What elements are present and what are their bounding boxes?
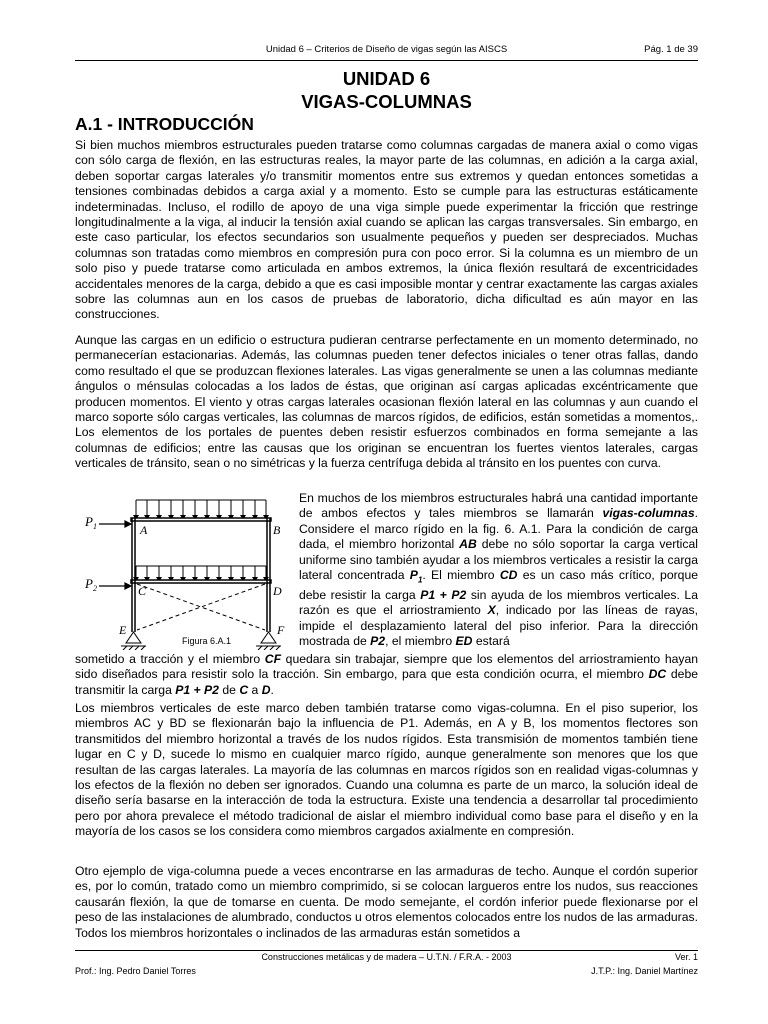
p4-term-CF: CF — [264, 652, 282, 666]
p3-term-ED: ED — [455, 634, 473, 649]
header-rule — [75, 60, 698, 61]
unit-title: UNIDAD 6 — [342, 68, 431, 89]
figure-frame — [81, 490, 295, 650]
label-P2: $P_2$ — [85, 576, 97, 593]
p3-term-P2: P2 — [370, 634, 386, 649]
label-C: C — [138, 584, 147, 598]
p4-term-C: C — [239, 682, 249, 697]
paragraph-6: Otro ejemplo de viga-columna puede a veces encontrarse en las armaduras de techo. Aunque el cordón superior es, por lo común, tratado como un miembro comprimido, si se colocan largueros entre los nudos, sus reacciones causarán flexión, la que de tomarse en cuenta. De modo semejante, el cordón inferior puede flexionarse por el peso de las instalaciones de alumbrado, conductos u otros elementos colocados entre los nudos de las armaduras. Todos los miembros horizontales o inclinados de las armaduras están sometidos a — [75, 864, 698, 940]
p4-text-g: de — [222, 682, 236, 697]
label-B: B — [273, 523, 281, 537]
unit-subtitle: VIGAS-COLUMNAS — [301, 91, 472, 112]
p3-term-vigas-columnas: vigas-columnas — [602, 506, 695, 521]
p3-term-P: P — [409, 568, 418, 583]
p4-text-a: sometido a tracción y el miembro — [75, 652, 261, 666]
paragraph-3 — [299, 491, 698, 650]
section-heading: A.1 - INTRODUCCIÓN — [75, 114, 254, 134]
label-F: F — [277, 623, 285, 637]
p4-text-i: a — [251, 682, 259, 697]
p3-text-l: sin ayuda de los miembros verticales. La razón es que el arriostramiento — [299, 587, 698, 618]
figure-caption: Figura 6.A.1 — [182, 636, 232, 646]
p3-term-P-sub: 1 — [417, 575, 423, 585]
paragraph-5: Los miembros verticales de este marco deben también tratarse como vigas-columna. En el piso superior, los miembros AC y BD se flexionarán bajo la influencia de P1. Además, en A y B, los momentos flectores son transmitidos del miembro horizontal a través de los nudos rígidos. Esta transmisión de momentos también tiene lugar en C y D, sucede lo mismo en cualquier marco rígido, aunque generalmente son menores que los que resultan de las cargas laterales. La mayoría de las columnas en marcos rígidos son en realidad vigas-columnas y los efectos de la flexión no deben ser ignorados. Cuando una columna es parte de un marco, la solución ideal de diseño sería basarse en la interacción de toda la estructura. Existe una tendencia a desarrollar tal procedimiento pero por ahora prevalece el método tradicional de aislar el miembro individual como base para el diseño y en la mayoría de los casos se los considera como miembros cargados axialmente en compresión. — [75, 701, 698, 839]
p3-text-j: es un caso más crítico, porque debe resistir la carga — [299, 568, 699, 602]
p4-term-DC: DC — [648, 667, 667, 682]
footer-professor: Prof.: Ing. Pedro Daniel Torres — [75, 966, 196, 976]
paragraph-4 — [75, 652, 698, 698]
header-page-number: Pág. 1 de 39 — [644, 44, 698, 55]
p3-term-P1P2: P1 + P2 — [420, 587, 467, 602]
paragraph-2: Aunque las cargas en un edificio o estructura pudieran centrarse perfectamente en un momento determinado, no permanecerían estacionarias. Además, las columnas pueden tener defectos iniciales o tener otras fallas, dando como resultado el que se produzcan flexiones laterales. Las vigas generalmente se unen a las columnas mediante ángulos o ménsulas colocadas a los lados de éstas, que originan así cargas aplicadas excéntricamente que producen momentos. El viento y otras cargas laterales ocasionan flexión lateral en las columnas y aun cuando el marco soporte sólo cargas verticales, las columnas de marcos rígidos, de edificios, están sometidas a momentos,. Los elementos de los portales de puentes deben resistir esfuerzos combinados en forma semejante a las columnas de edificios; entre las causas que los originan se encuentran los fuertes vientos laterales, cargas verticales de tránsito, sean o no simétricas y la fuerza centrífuga debida al tránsito en los puentes con curva. — [75, 333, 698, 471]
p3-text-n: , indicado por las líneas de rayas, impide el desplazamiento lateral del piso inferior. Para la dirección mostrada de — [299, 603, 698, 649]
p4-term-D: D — [261, 682, 271, 697]
p3-term-CD: CD — [499, 568, 518, 583]
footer-version: Ver. 1 — [674, 952, 698, 962]
document-page — [75, 0, 698, 1024]
p4-text-c: quedara sin trabajar, siempre que los elementos del arriostramiento hayan sido diseñados para resistir solo la tracción. Sin embargo, para que esta condición ocurra, el miembro — [75, 652, 699, 682]
label-E: E — [119, 623, 127, 637]
p3-term-AB: AB — [459, 537, 477, 552]
p3-text-r: estará — [475, 634, 510, 649]
footer-assistant: J.T.P.: Ing. Daniel Martínez — [591, 966, 698, 976]
p3-text-h: . El miembro — [422, 568, 495, 583]
header-title: Unidad 6 – Criterios de Diseño de vigas según las AISCS — [265, 44, 508, 55]
p3-text-a: En muchos de los miembros estructurales habrá una cantidad importante de ambos efectos y tales miembros se llamarán — [299, 491, 698, 521]
p3-text-p: , el miembro — [385, 634, 453, 649]
label-P1: $P_1$ — [85, 514, 97, 531]
paragraph-1: Si bien muchos miembros estructurales pueden tratarse como columnas cargadas de manera axial o como vigas con sólo carga de flexión, en las estructuras reales, la mayor parte de las columnas, en adición a la carga axial, deben soportar cargas laterales y/o transmitir momentos entre sus extremos y quedan entonces sometidas a tensiones combinadas debidos a carga axial y a momento. Esto se cumple para las estructuras estáticamente indeterminadas. Incluso, el rodillo de apoyo de una viga simple puede experimentar la fricción que restringe longitudinalmente a la viga, al inducir la tensión axial cuando se aplican las cargas transversales. Sin embargo, en este caso particular, los efectos secundarios son usualmente pequeños y pueden ser despreciados. Muchas columnas son tratadas como miembros en compresión pura con poco error. Si la columna es un miembro de un solo piso y puede tratarse como articulada en ambos extremos, la única flexión resultará de excentricidades accidentales menores de la carga, debido a que es casi imposible montar y centrar exactamente las cargas axiales sobre las columnas aun en los casos de pruebas de laboratorio, dicha dificultad es aún mayor en las construcciones. — [75, 138, 698, 322]
p4-term-P1P2: P1 + P2 — [175, 682, 219, 697]
p4-text-e: debe transmitir la carga — [75, 667, 699, 697]
footer-rule — [75, 950, 698, 951]
p3-term-X: X — [487, 603, 496, 618]
p4-text-k: . — [270, 682, 274, 697]
p3-text-e: debe no sólo soportar la carga vertical uniforme sino también ayudar a los miembros verticales a resistir la carga lateral concentrada — [299, 537, 698, 583]
rigid-frame-diagram — [81, 490, 295, 650]
footer-course: Construcciones metálicas y de madera – U.T.N. / F.R.A. - 2003 — [261, 952, 512, 962]
label-A: A — [140, 523, 148, 537]
label-D: D — [273, 584, 282, 598]
p3-text-c: . Considere el marco rígido en la fig. 6. A.1. Para la condición de carga dada, el miembro horizontal — [299, 506, 698, 552]
